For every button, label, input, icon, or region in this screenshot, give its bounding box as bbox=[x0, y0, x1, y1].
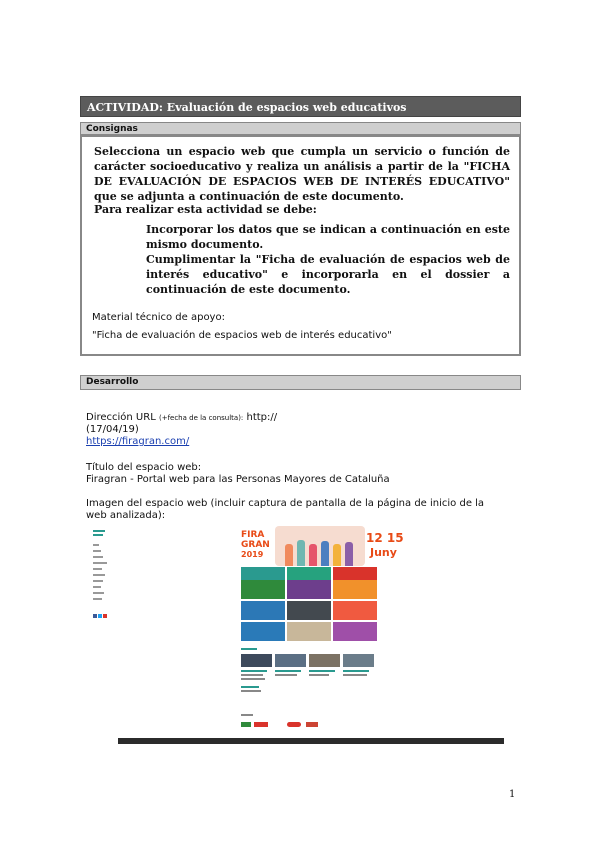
news-thumb-2[interactable] bbox=[275, 654, 306, 667]
site-title-value: Firagran - Portal web para las Personas Mayores de Cataluña bbox=[86, 474, 390, 485]
firagran-logo bbox=[241, 527, 271, 561]
tile-7[interactable] bbox=[241, 601, 285, 620]
consignas-intro: Selecciona un espacio web que cumpla un servicio o función de carácter socioeducativo y realiza un análisis a partir de la "FICHA DE EVALUACIÓN DE ESPACIOS WEB DE INTERÉS EDUCATIVO" que se adjunta a continuación de este documento. bbox=[94, 145, 510, 203]
tile-5[interactable] bbox=[287, 580, 331, 599]
tile-4[interactable] bbox=[241, 580, 285, 599]
consult-date: (17/04/19) bbox=[86, 424, 139, 435]
desarrollo-header bbox=[80, 375, 521, 390]
event-dates bbox=[366, 530, 402, 562]
url-line bbox=[86, 412, 277, 424]
tile-11[interactable] bbox=[287, 622, 331, 641]
sponsor-logo-1 bbox=[241, 722, 251, 727]
image-label: Imagen del espacio web (incluir captura de pantalla de la página de inicio de la web analizada): bbox=[86, 498, 485, 521]
url-note: (+fecha de la consulta): bbox=[158, 414, 244, 422]
sponsor-logo-3 bbox=[287, 722, 301, 727]
material-label: Material técnico de apoyo: bbox=[92, 312, 225, 323]
hero-illustration bbox=[275, 526, 365, 566]
desarrollo-label: Desarrollo bbox=[86, 377, 139, 387]
sponsor-logo-2 bbox=[254, 722, 268, 727]
url-link-wrap bbox=[86, 436, 189, 448]
svg-text:12 15: 12 15 bbox=[366, 531, 404, 545]
activity-title-bar bbox=[80, 96, 521, 117]
page-number: 1 bbox=[509, 789, 516, 800]
svg-text:FIRA: FIRA bbox=[241, 530, 265, 540]
material-value: "Ficha de evaluación de espacios web de interés educativo" bbox=[92, 330, 392, 341]
tile-10[interactable] bbox=[241, 622, 285, 641]
url-link[interactable]: https://firagran.com/ bbox=[86, 436, 190, 447]
screenshot-sidebar bbox=[89, 522, 119, 622]
consignas-step-2: Cumplimentar la "Ficha de evaluación de espacios web de interés educativo" e incorporarla en el dossier a continuación de este documento. bbox=[146, 253, 510, 296]
news-thumb-3[interactable] bbox=[309, 654, 340, 667]
svg-text:GRAN: GRAN bbox=[241, 540, 270, 550]
site-title-label: Título del espacio web: bbox=[86, 462, 202, 473]
url-label: Dirección URL bbox=[86, 412, 156, 423]
consignas-step-1: Incorporar los datos que se indican a continuación en este mismo documento. bbox=[146, 223, 510, 251]
tile-9[interactable] bbox=[333, 601, 377, 620]
svg-text:2019: 2019 bbox=[241, 550, 264, 559]
svg-text:Juny: Juny bbox=[370, 546, 397, 559]
screenshot-footer-bar bbox=[118, 738, 504, 744]
consignas-box bbox=[80, 134, 521, 356]
website-screenshot bbox=[89, 522, 505, 744]
activity-title: ACTIVIDAD: Evaluación de espacios web educativos bbox=[87, 101, 407, 114]
sponsor-logo-4 bbox=[306, 722, 318, 727]
tile-12[interactable] bbox=[333, 622, 377, 641]
tile-8[interactable] bbox=[287, 601, 331, 620]
url-prefix: http:// bbox=[246, 412, 278, 423]
news-thumb-4[interactable] bbox=[343, 654, 374, 667]
news-thumb-1[interactable] bbox=[241, 654, 272, 667]
consignas-label: Consignas bbox=[86, 124, 138, 134]
consignas-todo-heading: Para realizar esta actividad se debe: bbox=[94, 203, 317, 216]
tile-6[interactable] bbox=[333, 580, 377, 599]
